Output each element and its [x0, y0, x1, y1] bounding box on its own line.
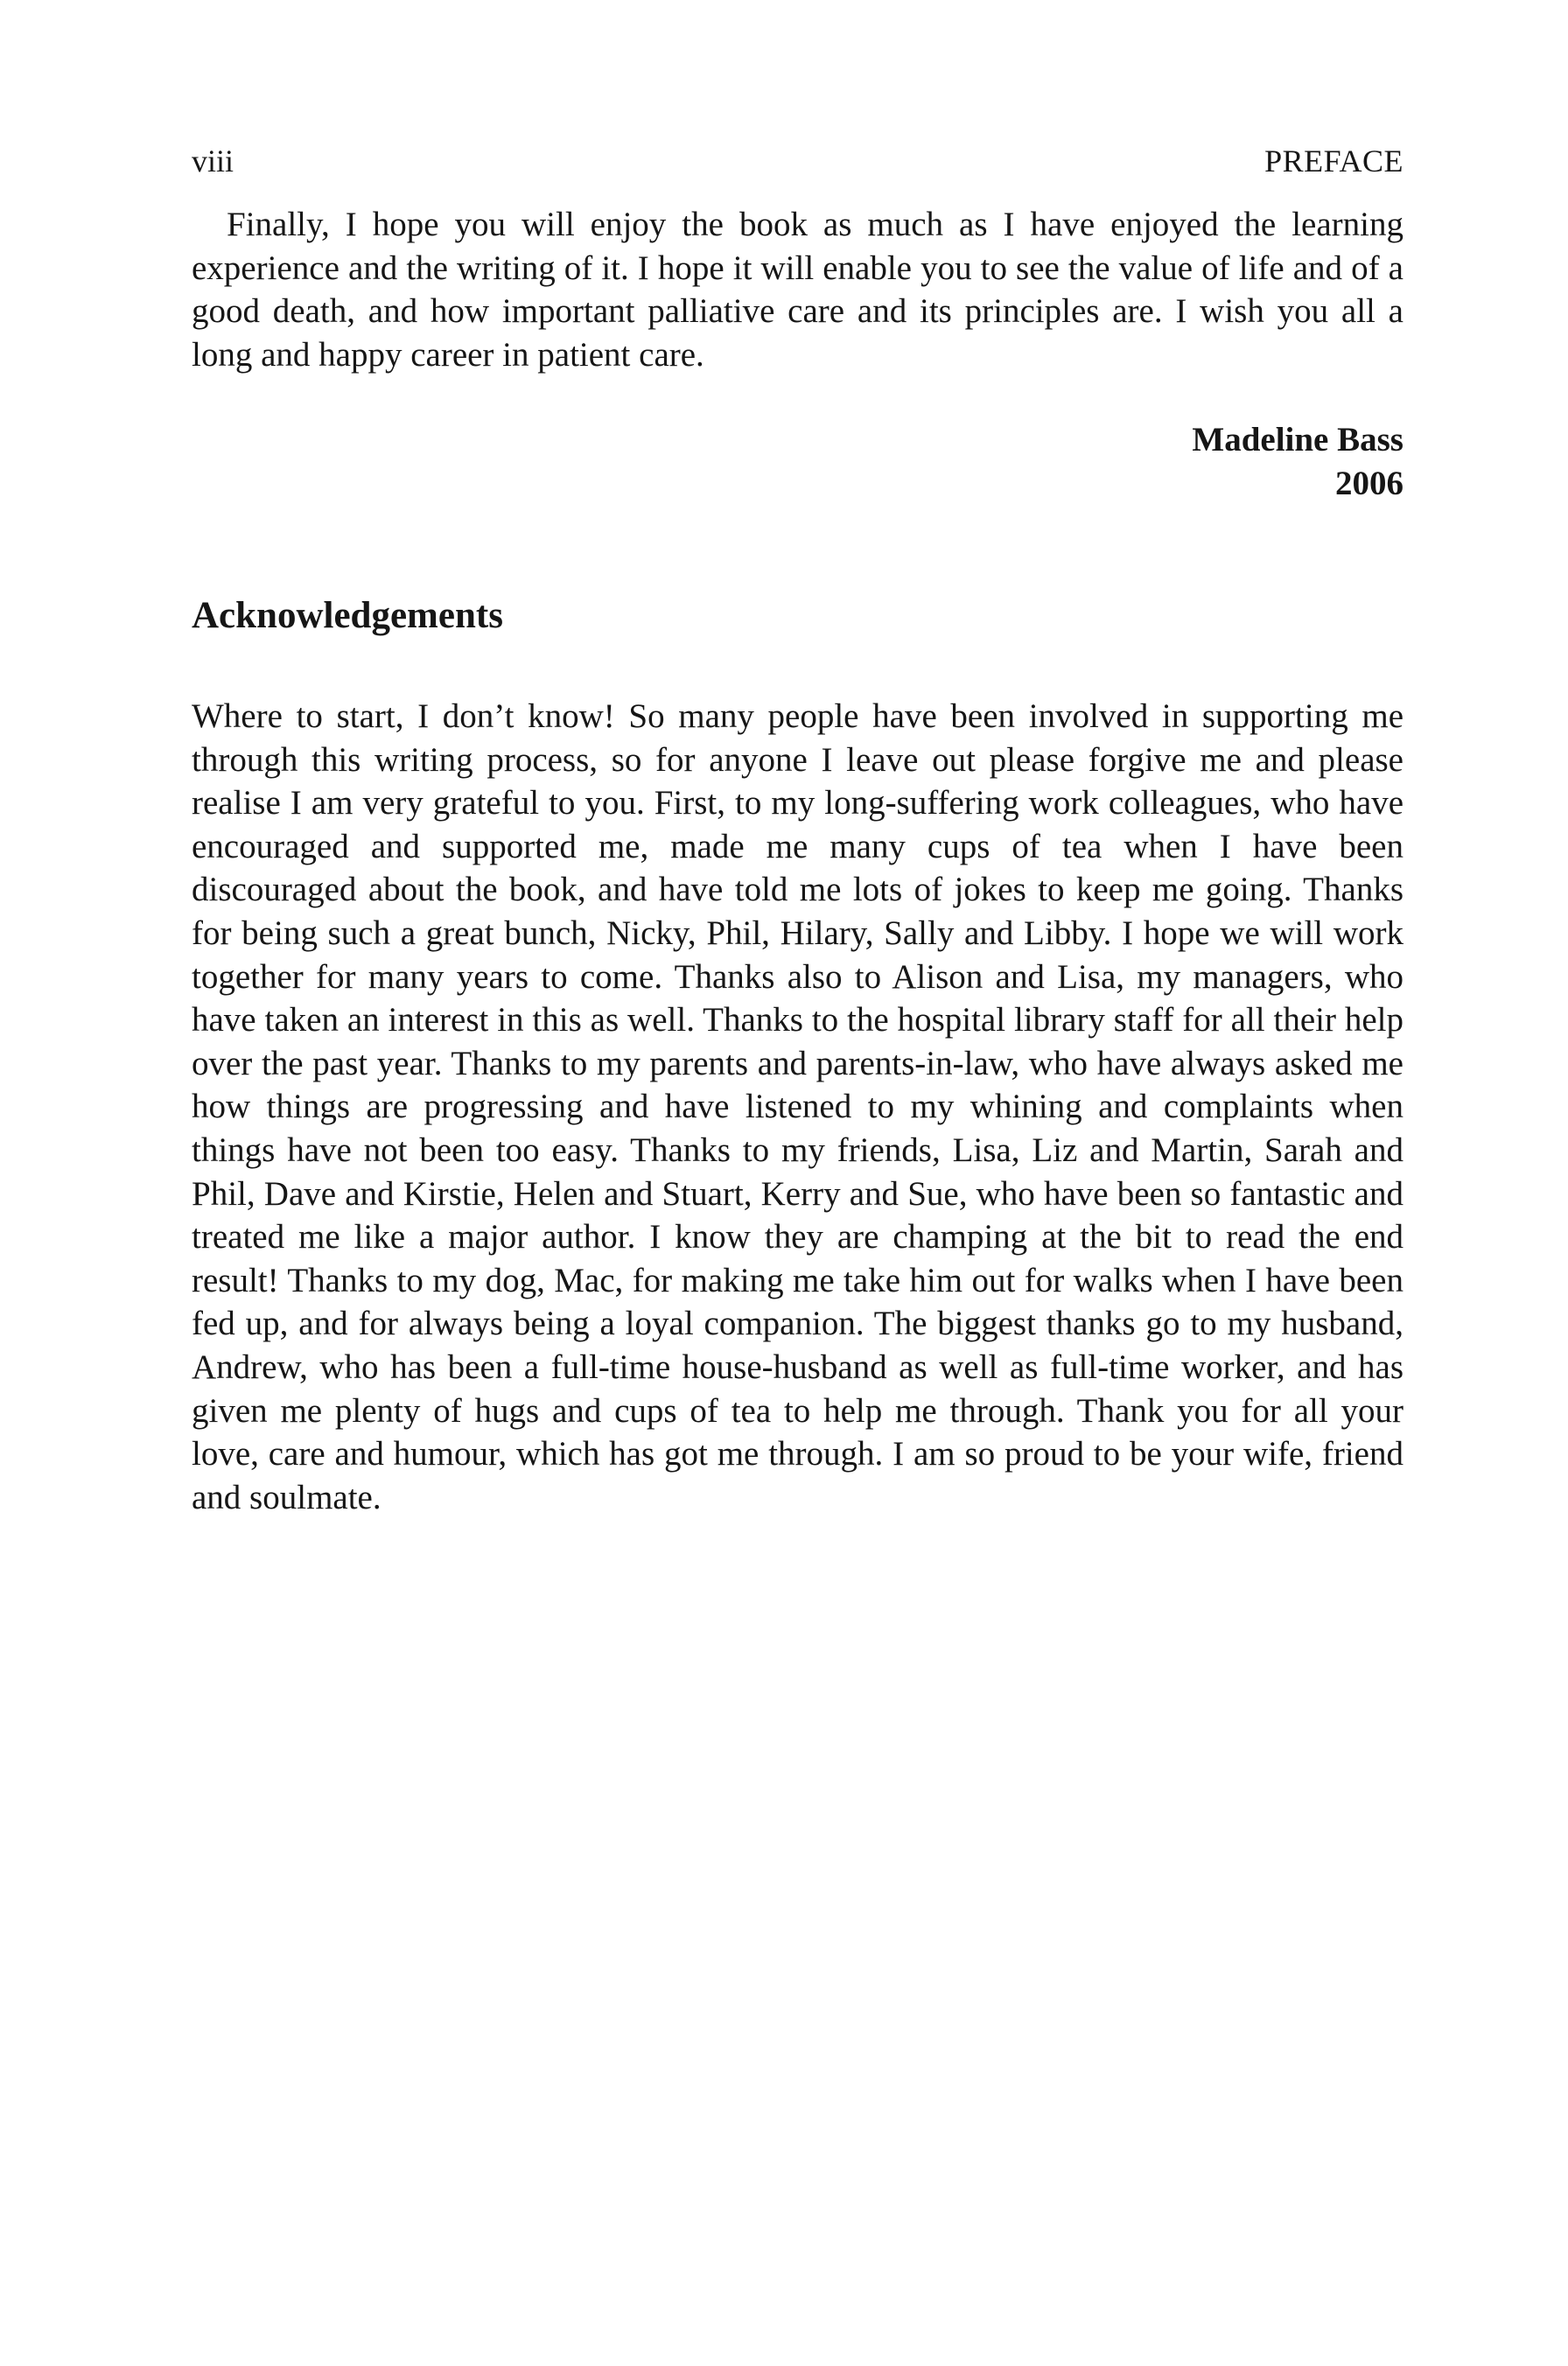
running-head — [192, 140, 1404, 182]
section-title: PREFACE — [1264, 144, 1404, 178]
author-name: Madeline Bass — [1192, 421, 1404, 458]
closing-paragraph: Finally, I hope you will enjoy the book as much as I have enjoyed the learning experience and the writing of it. I hope it will enable you to see the value of life and of a good death, and how important palliative care and its principles are. I wish you all a long and happy career in patient care. — [192, 206, 1404, 374]
signature-year: 2006 — [1335, 465, 1404, 502]
acknowledgements-body: Where to start, I don’t know! So many people have been involved in supporting me through this writing process, so for anyone I leave out please forgive me and please realise I am very grateful to you. First, to my long-suffering work colleagues, who have encouraged and supported me, made me many cups of tea when I have been discouraged about the book, and have told me lots of jokes to keep me going. Thanks for being such a great bunch, Nicky, Phil, Hilary, Sally and Libby. I hope we will work together for many years to come. Thanks also to Alison and Lisa, my managers, who have taken an interest in this as well. Thanks to the hospital library staff for all their help over the past year. Thanks to my parents and parents-in-law, who have always asked me how things are progressing and have listened to my whining and complaints when things have not been too easy. Thanks to my friends, Lisa, Liz and Martin, Sarah and Phil, Dave and Kirstie, Helen and Stuart, Kerry and Sue, who have been so fantastic and treated me like a major author. I know they are champing at the bit to read the end result! Thanks to my dog, Mac, for making me take him out for walks when I have been fed up, and for always being a loyal companion. The biggest thanks go to my husband, Andrew, who has been a full-time house-husband as well as full-time worker, and has given me plenty of hugs and cups of tea to help me through. Thank you for all your love, care and humour, which has got me through. I am so proud to be your wife, friend and soulmate. — [192, 697, 1404, 1516]
page-number: viii — [192, 144, 234, 178]
signature-block — [1192, 418, 1404, 506]
acknowledgements-heading: Acknowledgements — [192, 595, 503, 636]
